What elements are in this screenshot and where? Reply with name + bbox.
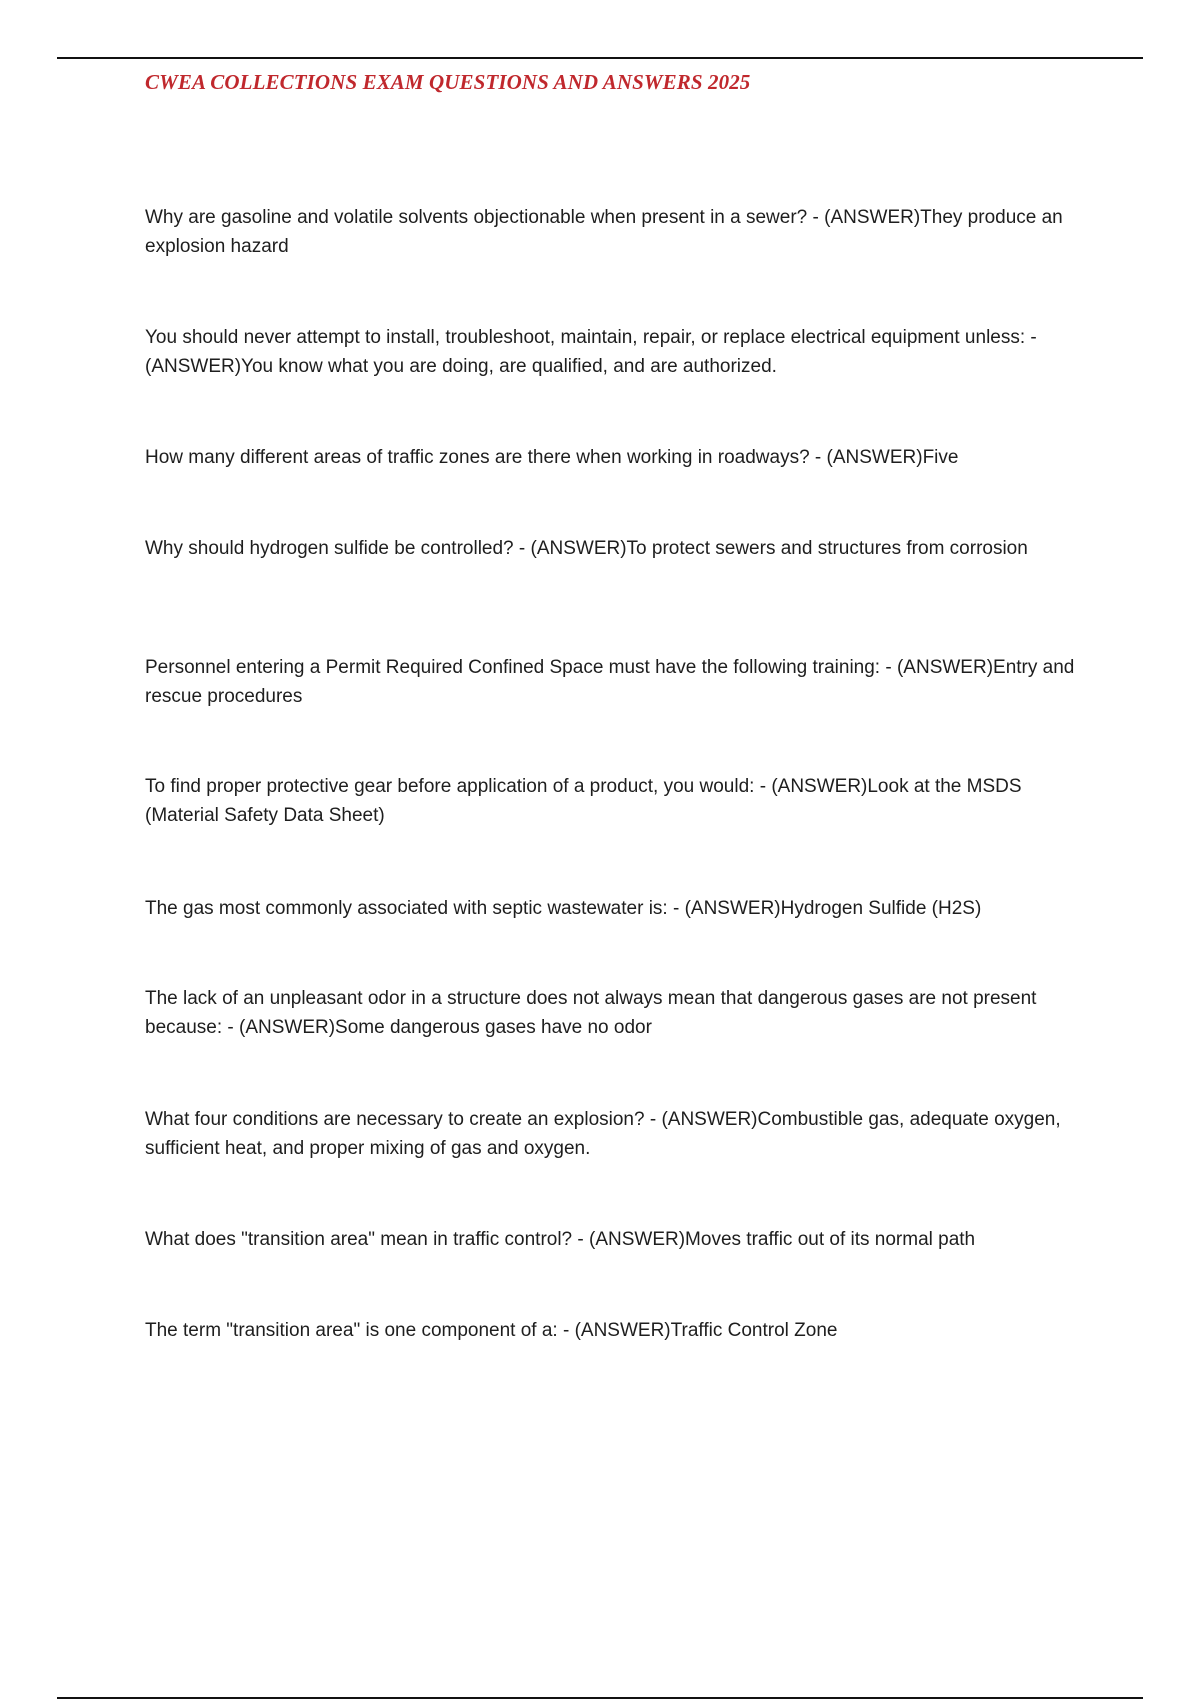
qa-item-9: What four conditions are necessary to create an explosion? - (ANSWER)Combustible gas, adequate oxygen, sufficient heat, and proper mixing of gas and oxygen. <box>145 1109 1061 1159</box>
qa-item-10: What does "transition area" mean in traffic control? - (ANSWER)Moves traffic out of its normal path <box>145 1229 976 1250</box>
qa-item-5: Personnel entering a Permit Required Confined Space must have the following training: - (ANSWER)Entry and rescue procedures <box>145 657 1075 707</box>
qa-item-6: To find proper protective gear before application of a product, you would: - (ANSWER)Look at the MSDS (Material Safety Data Sheet) <box>145 776 1022 826</box>
bottom-rule <box>57 1697 1143 1699</box>
top-rule <box>57 57 1143 59</box>
qa-item-4: Why should hydrogen sulfide be controlled? - (ANSWER)To protect sewers and structures from corrosion <box>145 538 1028 559</box>
qa-item-1: Why are gasoline and volatile solvents objectionable when present in a sewer? - (ANSWER)They produce an explosion hazard <box>145 207 1063 257</box>
qa-item-3: How many different areas of traffic zones are there when working in roadways? - (ANSWER)Five <box>145 447 959 468</box>
document-title: CWEA COLLECTIONS EXAM QUESTIONS AND ANSWERS 2025 <box>145 70 751 94</box>
qa-item-11: The term "transition area" is one component of a: - (ANSWER)Traffic Control Zone <box>145 1320 838 1341</box>
qa-item-2: You should never attempt to install, troubleshoot, maintain, repair, or replace electrical equipment unless: - (ANSWER)You know what you are doing, are qualified, and are authorized. <box>145 327 1037 377</box>
qa-item-7: The gas most commonly associated with septic wastewater is: - (ANSWER)Hydrogen Sulfide (H2S) <box>145 898 982 919</box>
qa-item-8: The lack of an unpleasant odor in a structure does not always mean that dangerous gases are not present because: - (ANSWER)Some dangerous gases have no odor <box>145 988 1037 1038</box>
